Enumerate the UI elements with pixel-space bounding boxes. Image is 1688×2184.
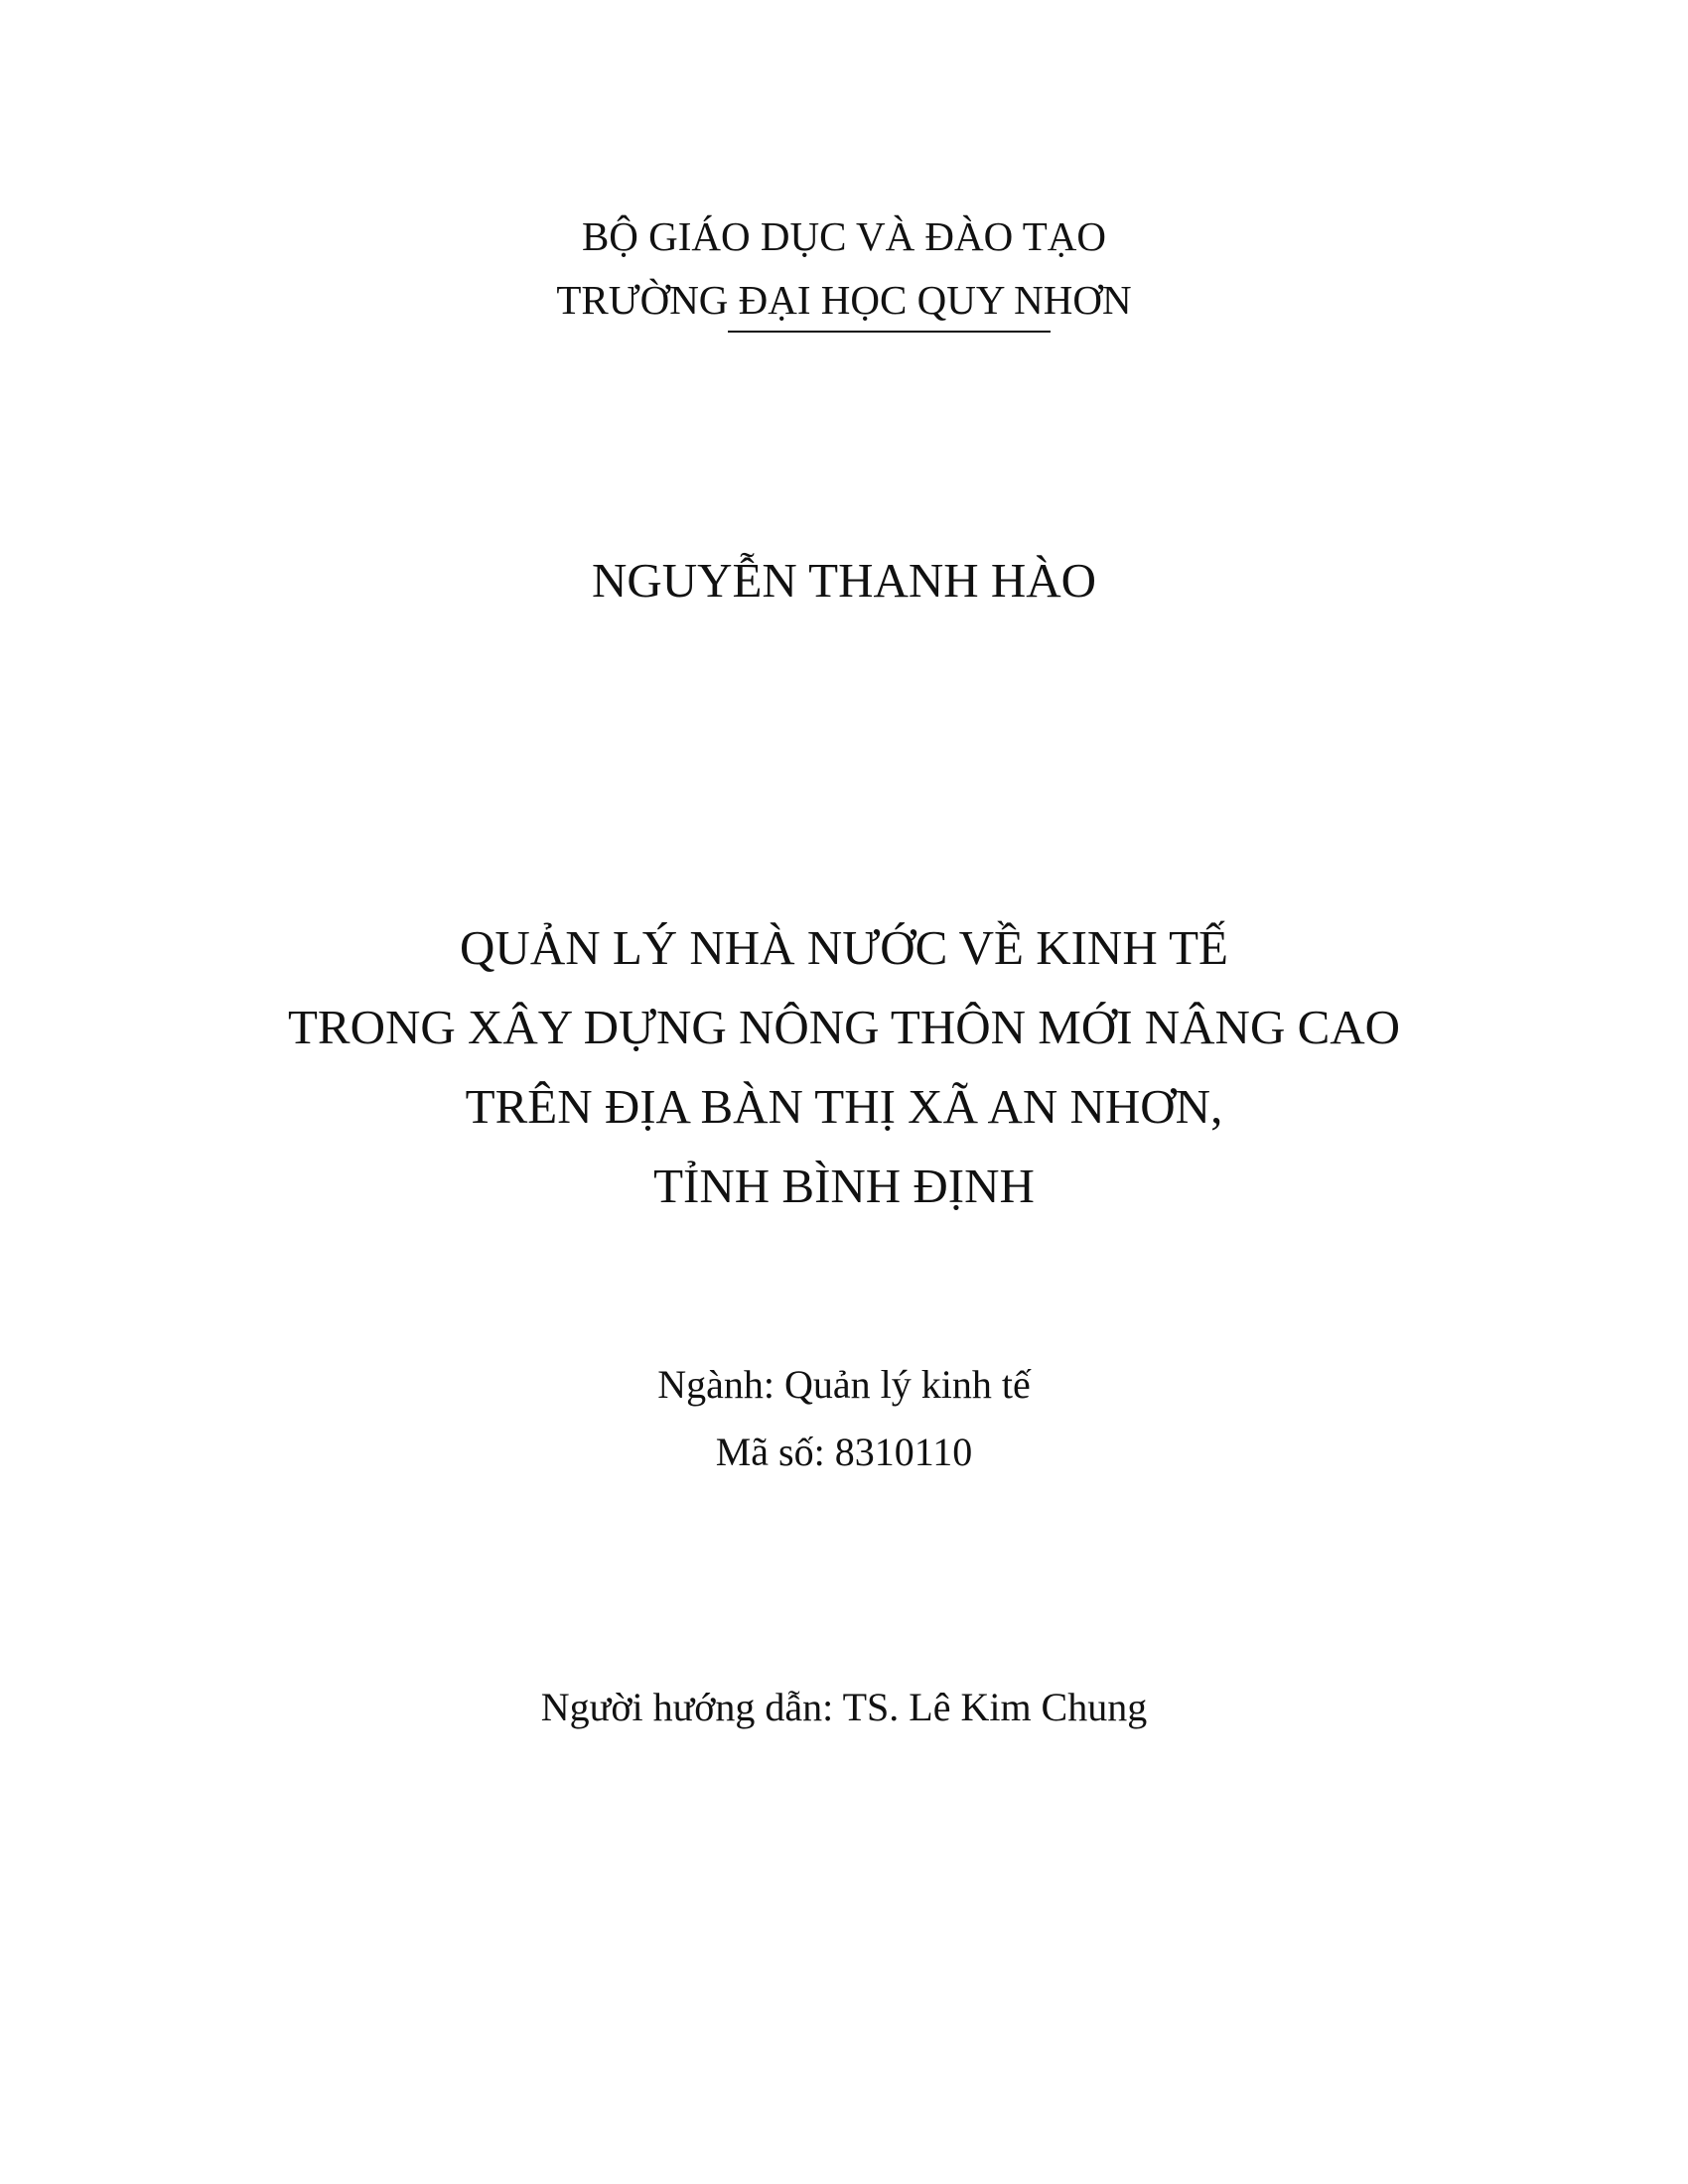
thesis-title-line: TRONG XÂY DỰNG NÔNG THÔN MỚI NÂNG CAO bbox=[287, 1000, 1401, 1054]
university-name: TRƯỜNG ĐẠI HỌC QUY NHƠN bbox=[556, 277, 1132, 323]
thesis-title-line: TỈNH BÌNH ĐỊNH bbox=[653, 1159, 1035, 1213]
author-name: NGUYỄN THANH HÀO bbox=[591, 553, 1097, 608]
ministry-name: BỘ GIÁO DỤC VÀ ĐÀO TẠO bbox=[581, 213, 1107, 259]
header-divider bbox=[728, 331, 1051, 333]
thesis-title-line: QUẢN LÝ NHÀ NƯỚC VỀ KINH TẾ bbox=[460, 920, 1228, 975]
major-code-label: Mã số: 8310110 bbox=[715, 1430, 973, 1474]
major-label: Ngành: Quản lý kinh tế bbox=[657, 1362, 1031, 1407]
advisor-label: Người hướng dẫn: TS. Lê Kim Chung bbox=[540, 1685, 1148, 1729]
thesis-title-line: TRÊN ĐỊA BÀN THỊ XÃ AN NHƠN, bbox=[465, 1079, 1223, 1134]
